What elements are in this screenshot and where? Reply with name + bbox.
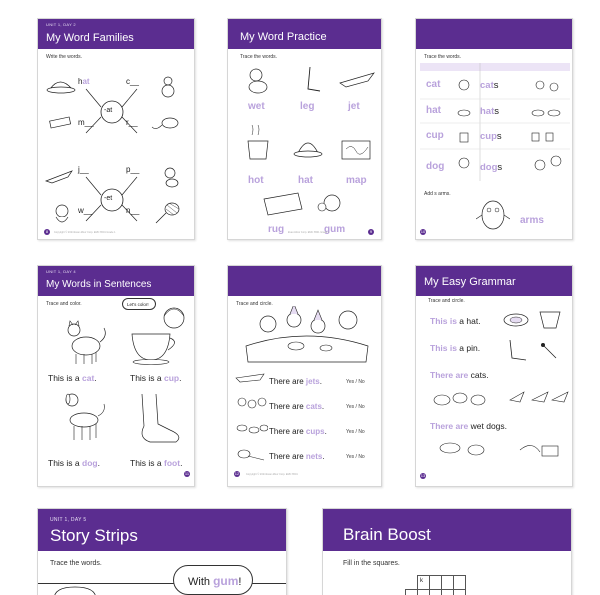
- page-number: 10: [420, 229, 426, 234]
- plural-2: hats: [480, 106, 499, 117]
- grid-cell[interactable]: [454, 590, 466, 595]
- there-are-2: There are cats.: [269, 402, 325, 411]
- unit-label: UNIT 1, DAY 2: [46, 22, 76, 27]
- sentence-2: This is a cup.: [130, 373, 182, 383]
- grid-cell[interactable]: [430, 590, 442, 595]
- blank-mat: m__: [78, 118, 94, 127]
- trace-word-4: hot: [248, 175, 264, 186]
- worksheet-plurals: [415, 18, 573, 240]
- answer-arms: arms: [520, 215, 544, 226]
- page-header: [228, 19, 381, 49]
- page-number: 11: [184, 471, 190, 476]
- instruction: Trace the words.: [240, 54, 278, 60]
- crossword-grid: [405, 575, 466, 595]
- worksheet-story-strips: [37, 508, 287, 595]
- page-footer: Copyright © 2024 Evan-Moor Corp. EMC 6501: [246, 473, 298, 476]
- page-number: 8: [45, 229, 49, 234]
- page-header: [38, 19, 194, 49]
- grid-cell-k[interactable]: k: [418, 576, 430, 590]
- page-header: [416, 19, 572, 49]
- instruction: Fill in the squares.: [343, 560, 400, 567]
- grid-cell[interactable]: [406, 590, 418, 595]
- singular-2: hat: [426, 105, 441, 116]
- grid-cell[interactable]: [430, 576, 442, 590]
- page-header: [228, 266, 381, 296]
- plural-1: cats: [480, 80, 499, 91]
- instruction: Write the words.: [46, 54, 83, 60]
- worksheet-word-practice: [227, 18, 382, 240]
- blank-wet: w__: [78, 206, 93, 215]
- worksheet-words-in-sentences: [37, 265, 195, 487]
- grid-cell[interactable]: [454, 576, 466, 590]
- sentence-pictures: [38, 296, 195, 476]
- instruction: Trace and circle.: [428, 298, 465, 304]
- instruction: Trace the words.: [50, 560, 102, 567]
- page-number: 12: [234, 471, 240, 476]
- grid-cell[interactable]: [442, 590, 454, 595]
- hub-et: -et: [104, 195, 113, 202]
- instruction: Trace the words.: [424, 54, 462, 60]
- page-header: [416, 266, 572, 296]
- there-are-3: There are cups.: [269, 427, 327, 436]
- grammar-line-3: There are cats.: [430, 370, 489, 380]
- singular-4: dog: [426, 161, 445, 172]
- speech-bubble: [173, 565, 253, 595]
- blank-jet: j__: [78, 165, 89, 174]
- instruction: Trace and color.: [46, 301, 82, 307]
- worksheet-easy-grammar: [415, 265, 573, 487]
- trace-word-6: map: [346, 175, 367, 186]
- unit-label: UNIT 1, DAY 5: [50, 517, 87, 523]
- there-are-4: There are nets.: [269, 452, 325, 461]
- add-instruction: Add s arms.: [424, 191, 451, 197]
- practice-pictures: [228, 61, 382, 231]
- yes-no-4[interactable]: Yes / No: [346, 454, 365, 460]
- page-title: Story Strips: [50, 526, 138, 545]
- worksheet-there-are: [227, 265, 382, 487]
- sentence-3: This is a dog.: [48, 458, 100, 468]
- page-header: [38, 509, 286, 551]
- speech-bubble-text: With gum!: [188, 574, 242, 588]
- grammar-line-1: This is a hat.: [430, 316, 481, 326]
- there-are-1: There are jets.: [269, 377, 322, 386]
- grammar-line-4: There are wet dogs.: [430, 421, 508, 431]
- plural-4: dogs: [480, 162, 503, 173]
- singular-1: cat: [426, 79, 441, 90]
- word-family-web-et: [38, 147, 195, 227]
- trace-word-7: rug: [268, 224, 285, 235]
- trace-word-2: leg: [300, 101, 315, 112]
- worksheet-brain-boost: [322, 508, 572, 595]
- page-title: My Word Practice: [240, 31, 327, 43]
- grid-cell[interactable]: [442, 576, 454, 590]
- trace-word-5: hat: [298, 175, 313, 186]
- speech-bubble-text: Let's color!: [127, 302, 149, 307]
- blank-hat: hat: [78, 77, 90, 86]
- yes-no-1[interactable]: Yes / No: [346, 379, 365, 385]
- yes-no-2[interactable]: Yes / No: [346, 404, 365, 410]
- grammar-line-2: This is a pin.: [430, 343, 481, 353]
- page-number: 13: [420, 473, 426, 478]
- page-footer: Evan-Moor Corp. EMC 6501 Grade 1: [288, 231, 330, 234]
- unit-label: UNIT 1, DAY 4: [46, 269, 76, 274]
- grid-cell[interactable]: [418, 590, 430, 595]
- page-header: [38, 266, 194, 296]
- monster-picture: [476, 195, 510, 233]
- word-family-web-at: [38, 59, 195, 139]
- page-title: My Word Families: [46, 32, 134, 44]
- hub-at: -at: [104, 107, 113, 114]
- blank-pet: p__: [126, 165, 140, 174]
- page-title: My Easy Grammar: [424, 276, 516, 288]
- worksheet-word-families: [37, 18, 195, 240]
- yes-no-3[interactable]: Yes / No: [346, 429, 365, 435]
- page-header: [323, 509, 571, 551]
- page-number: 9: [369, 229, 373, 234]
- grammar-pictures: [416, 300, 573, 470]
- instruction: Trace and circle.: [236, 301, 273, 307]
- plural-3: cups: [480, 131, 502, 142]
- page-footer: Copyright © 2024 Evan-Moor Corp. EMC 6501 Grade 1: [54, 231, 116, 234]
- blank-net: n__: [126, 206, 140, 215]
- party-scene: [236, 306, 376, 364]
- sentence-4: This is a foot.: [130, 458, 183, 468]
- trace-word-8: gum: [324, 224, 346, 235]
- trace-word-1: wet: [248, 101, 265, 112]
- page-title: Brain Boost: [343, 525, 431, 544]
- blank-cat: c__: [126, 77, 139, 86]
- singular-3: cup: [426, 130, 444, 141]
- panel-bubble-left: [50, 585, 100, 595]
- blank-rat: r__: [126, 118, 138, 127]
- row-pictures: [234, 370, 268, 466]
- grid-cell[interactable]: [406, 576, 418, 590]
- page-title: My Words in Sentences: [46, 279, 152, 290]
- trace-word-3: jet: [348, 101, 360, 112]
- sentence-1: This is a cat.: [48, 373, 97, 383]
